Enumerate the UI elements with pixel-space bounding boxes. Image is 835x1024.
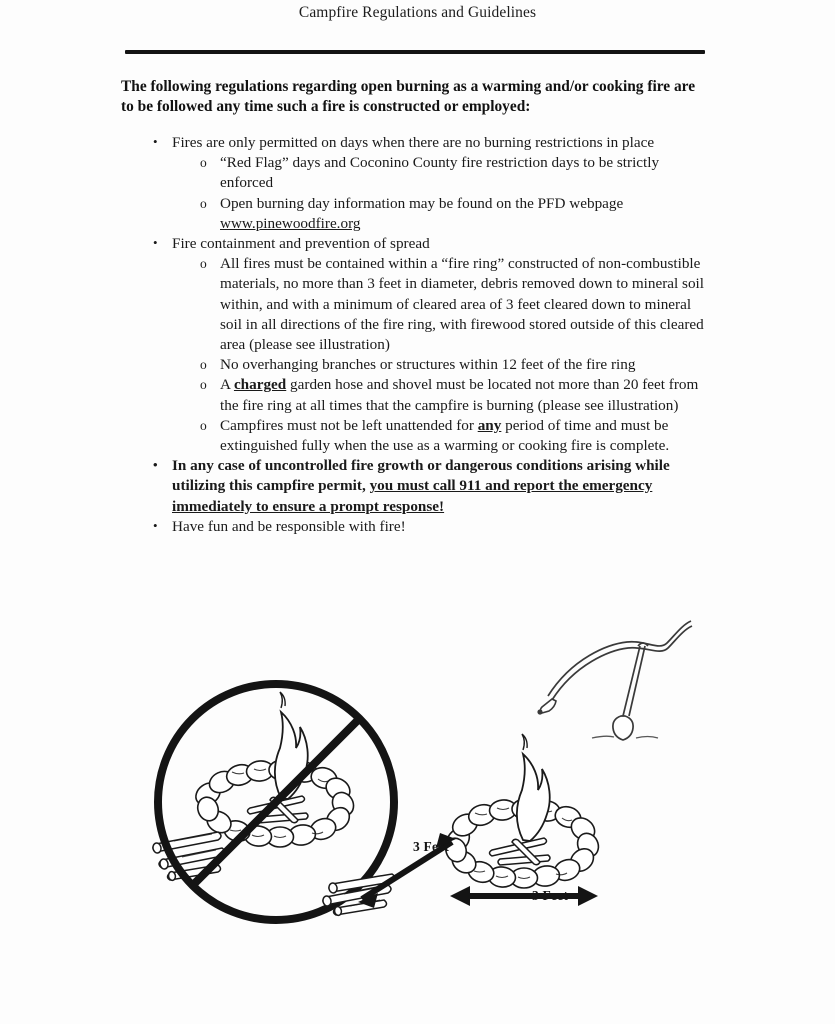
- sub-item-red-flag: [121, 153, 709, 193]
- intro-paragraph: The following regulations regarding open burning as a warming and/or cooking fire are to be followed any time such a fire is constructed or employed:: [121, 78, 696, 115]
- header-divider-rule: [125, 50, 705, 54]
- circle-bullet-icon: o: [200, 256, 207, 272]
- circle-bullet-icon: o: [200, 377, 207, 393]
- page-title: Campfire Regulations and Guidelines: [298, 4, 537, 21]
- pinewood-fire-link[interactable]: www.pinewoodfire.org: [220, 214, 361, 232]
- hose-nozzle-icon: [541, 699, 557, 713]
- garden-hose-icon: [548, 621, 692, 700]
- disc-bullet-icon: •: [153, 235, 158, 251]
- emphasis-call-911: you must call 911 and report the emergency immediately to ensure a prompt response!: [172, 477, 653, 515]
- sub-item-text-post: garden hose and shovel must be located not more than 20 feet from the fire ring at all times that the campfire is burning (please see illustration): [220, 376, 699, 414]
- distance-label-horizontal: 3 Feet: [532, 888, 569, 903]
- correct-scenario-group: [322, 621, 692, 916]
- disc-bullet-icon: •: [153, 457, 158, 473]
- hose-tip-dot: [537, 709, 542, 714]
- sub-item-label: Open burning day information may be found on the PFD webpage: [220, 194, 624, 212]
- sub-item-charged-hose-shovel: [121, 375, 709, 415]
- shovel-blade-icon: [613, 716, 633, 740]
- flame-wisp-right: [522, 734, 527, 750]
- regulations-list: [121, 133, 709, 537]
- list-item-label: Fire containment and prevention of spread: [172, 235, 430, 253]
- emphasis-charged: charged: [233, 376, 287, 394]
- disc-bullet-icon: •: [153, 134, 158, 149]
- sub-item-unattended: [121, 416, 709, 456]
- list-item-text-pre: In any case of uncontrolled fire growth or dangerous conditions arising while utilizing this campfire permit,: [172, 457, 670, 495]
- disc-bullet-icon: •: [153, 517, 158, 533]
- list-item-fires-permitted: [121, 133, 709, 153]
- sub-item-text-pre: Campfires must not be left unattended for: [220, 416, 478, 434]
- sublist-containment: [121, 254, 709, 456]
- circle-bullet-icon: o: [200, 357, 207, 373]
- sub-item-label: No overhanging branches or structures within 12 feet of the fire ring: [220, 356, 636, 374]
- list-item-fire-containment: [121, 234, 709, 254]
- circle-bullet-icon: o: [200, 155, 207, 171]
- sub-item-label: All fires must be contained within a “fire ring” constructed of non-combustible materials, no more than 3 feet in diameter, debris removed down to mineral soil within, and with a minimum of cleared area of 3 feet cleared down to mineral soil in all directions of the fire ring, with firewood stored outside of this cleared area (please see illustration): [220, 255, 704, 354]
- illustration-svg: [140, 612, 700, 924]
- list-item-label: Fires are only permitted on days when there are no burning restrictions in place: [172, 134, 655, 151]
- list-item-label: Have fun and be responsible with fire!: [172, 517, 406, 535]
- sub-item-text-pre: A: [220, 376, 234, 394]
- flame-right: [517, 754, 550, 841]
- circle-bullet-icon: o: [200, 417, 207, 433]
- emphasis-any: any: [477, 416, 502, 434]
- shovel-icon: [623, 643, 648, 716]
- circle-bullet-icon: o: [200, 195, 207, 211]
- list-item-have-fun: [121, 517, 709, 537]
- campfire-illustration: [140, 612, 700, 924]
- distance-arrow-horizontal: [450, 886, 598, 906]
- flame-wisp-left: [280, 692, 285, 708]
- sub-item-text-post: period of time and must be extinguished fully when the use as a warming or cooking fire is complete.: [220, 416, 670, 455]
- burning-logs-right: [490, 838, 551, 865]
- sub-item-label: “Red Flag” days and Coconino County fire restriction days to be strictly enforced: [220, 154, 660, 192]
- sub-item-fire-ring-construction: [121, 254, 709, 355]
- distance-label-diagonal: 3 Feet: [413, 839, 450, 854]
- sublist-permitted-days: [121, 153, 709, 234]
- sub-item-overhanging-branches: [121, 355, 709, 375]
- list-item-emergency-call-911: [121, 456, 709, 517]
- sub-item-open-burning-info: [121, 194, 709, 234]
